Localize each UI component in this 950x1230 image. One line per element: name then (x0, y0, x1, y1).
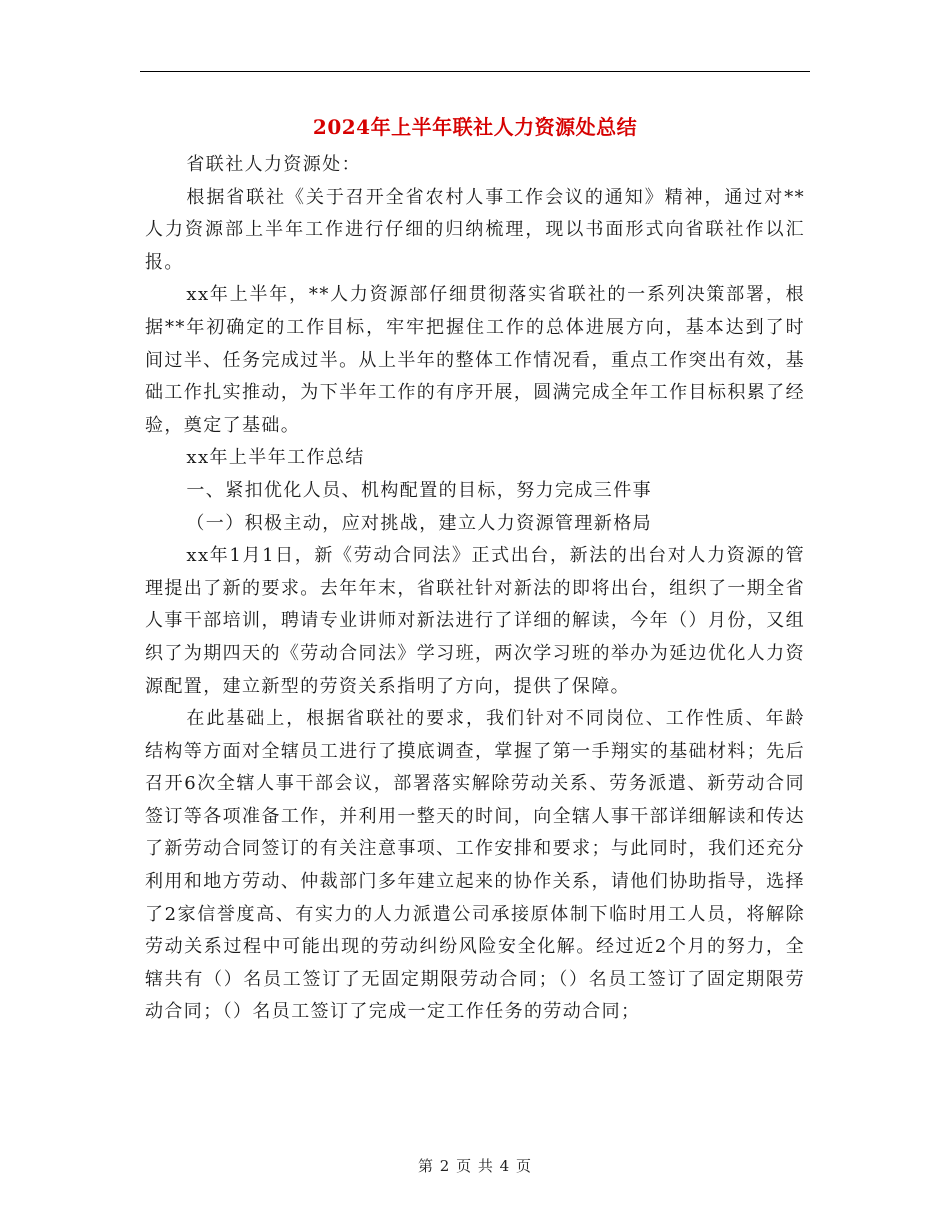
subsection-heading-1-1: （一）积极主动，应对挑战，建立人力资源管理新格局 (186, 512, 652, 534)
paragraph-intro: 根据省联社《关于召开全省农村人事工作会议的通知》精神，通过对**人力资源部上半年工作进行仔细的归纳梳理，现以书面形式向省联社作以汇报。 (145, 186, 805, 273)
document-title: 2024年上半年联社人力资源处总结 (312, 115, 638, 139)
paragraph-salutation: 省联社人力资源处： (186, 154, 361, 175)
document-body (145, 149, 805, 1029)
section-heading: xx年上半年工作总结 (186, 447, 365, 469)
subsection-heading-1: 一、紧扣优化人员、机构配置的目标，努力完成三件事 (186, 479, 652, 501)
paragraph-overview: xx年上半年，**人力资源部仔细贯彻落实省联社的一系列决策部署，根据**年初确定的工作目标，牢牢把握住工作的总体进展方向，基本达到了时间过半、任务完成过半。从上半年的整体工作情况看，重点工作突出有效，基础工作扎实推动，为下半年工作的有序开展，圆满完成全年工作目标积累了经验，奠定了基础。 (145, 284, 805, 436)
header-rule (140, 71, 810, 72)
paragraph-implementation: 在此基础上，根据省联社的要求，我们针对不同岗位、工作性质、年龄结构等方面对全辖员工进行了摸底调查，掌握了第一手翔实的基础材料；先后召开6次全辖人事干部会议，部署落实解除劳动关系、劳务派遣、新劳动合同签订等各项准备工作，并利用一整天的时间，向全辖人事干部详细解读和传达了新劳动合同签订的有关注意事项、工作安排和要求；与此同时，我们还充分利用和地方劳动、仲裁部门多年建立起来的协作关系，请他们协助指导，选择了2家信誉度高、有实力的人力派遣公司承接原体制下临时用工人员，将解除劳动关系过程中可能出现的劳动纠纷风险安全化解。经过近2个月的努力，全辖共有（）名员工签订了无固定期限劳动合同；（）名员工签订了固定期限劳动合同；（）名员工签订了完成一定工作任务的劳动合同； (145, 708, 805, 1023)
paragraph-labor-law: xx年1月1日，新《劳动合同法》正式出台，新法的出台对人力资源的管理提出了新的要求。去年年末，省联社针对新法的即将出台，组织了一期全省人事干部培训，聘请专业讲师对新法进行了详细的解读，今年（）月份，又组织了为期四天的《劳动合同法》学习班，两次学习班的举办为延边优化人力资源配置，建立新型的劳资关系指明了方向，提供了保障。 (145, 545, 805, 697)
page-number: 第 2 页 共 4 页 (418, 1157, 532, 1175)
